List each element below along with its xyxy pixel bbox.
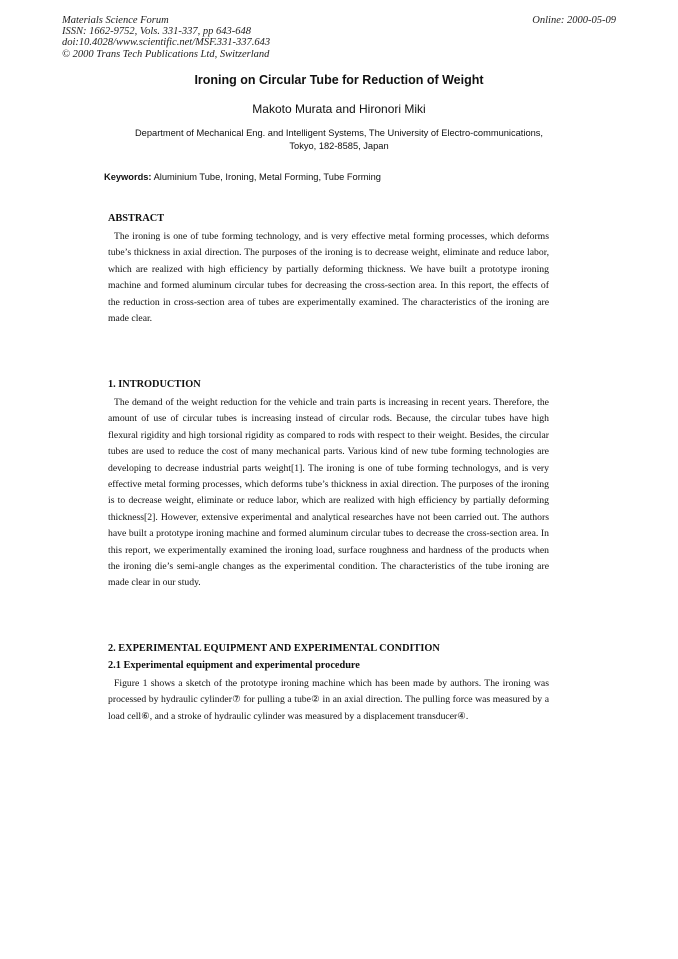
journal-copyright: © 2000 Trans Tech Publications Ltd, Switzerland	[62, 48, 270, 60]
journal-name: Materials Science Forum	[62, 15, 169, 26]
introduction-text: The demand of the weight reduction for the vehicle and train parts is increasing in recent years. Therefore, the amount of use of circular tubes is increasing instead of circular rods. Because, the circular tubes have high flexural rigidity and high torsional rigidity as compared to rods with respect to their weight. Besides, the circular tubes are used to reduce the cost of many mechanical parts. Various kind of new tube forming technologies are developing to decrease industrial parts weight[1]. The ironing is one of tube forming technologys, and is very effective metal forming processes, which deforms tube’s thickness in axial direction. The purposes of the ironing is to decrease weight, eliminate or reduce labor, which are realized with high efficiency by partially deforming thickness[2]. However, extensive experimental and analytical researches have not been carried out. The authors have built a prototype ironing machine and formed aluminum circular tubes to decrease the cross-section area. In this report, we experimentally examined the ironing load, surface roughness and hardness of the products when the ironing die’s semi-angle changes as the experimental condition. The characteristics of the tube ironing are made clear in our study.	[108, 397, 549, 589]
abstract-text: The ironing is one of tube forming technology, and is very effective metal forming processes, which deforms tube’s thickness in axial direction. The purposes of the ironing is to decrease weight, eliminate and reduce labor, which are realized with high efficiency by partially deforming thickness. We have built a prototype ironing machine and formed aluminum circular tubes for decreasing the cross-section area. In this report, the effects of the reduction in cross-section area of tubes are experimentally examined. The characteristics of the ironing are made clear.	[108, 231, 549, 325]
section2-heading: 2. EXPERIMENTAL EQUIPMENT AND EXPERIMENTAL CONDITION	[108, 643, 440, 654]
section2-1-heading: 2.1 Experimental equipment and experimental procedure	[108, 660, 360, 671]
introduction-heading: 1. INTRODUCTION	[108, 379, 201, 390]
keywords-line	[104, 172, 381, 182]
journal-doi[interactable]: doi:10.4028/www.scientific.net/MSF.331-337.643	[62, 37, 271, 49]
section2-1-text: Figure 1 shows a sketch of the prototype ironing machine which has been made by authors. The ironing was processed by hydraulic cylinder⑦ for pulling a tube② in an axial direction. The pulling force was measured by a load cell⑥, and a stroke of hydraulic cylinder was measured by a displacement transducer④.	[108, 678, 549, 722]
paper-affiliation: Department of Mechanical Eng. and Intelligent Systems, The University of Electro-communications, Tokyo, 182-8585, Japan	[134, 128, 544, 151]
keywords-label: Keywords:	[104, 172, 152, 182]
keywords-list: Aluminium Tube, Ironing, Metal Forming, Tube Forming	[153, 172, 381, 182]
paper-authors: Makoto Murata and Hironori Miki	[252, 102, 426, 116]
journal-issn: ISSN: 1662-9752, Vols. 331-337, pp 643-648	[62, 26, 251, 38]
journal-header	[62, 15, 270, 60]
abstract-heading: ABSTRACT	[108, 213, 165, 224]
paper-title: Ironing on Circular Tube for Reduction of Weight	[194, 73, 484, 87]
online-date: Online: 2000-05-09	[532, 15, 616, 26]
